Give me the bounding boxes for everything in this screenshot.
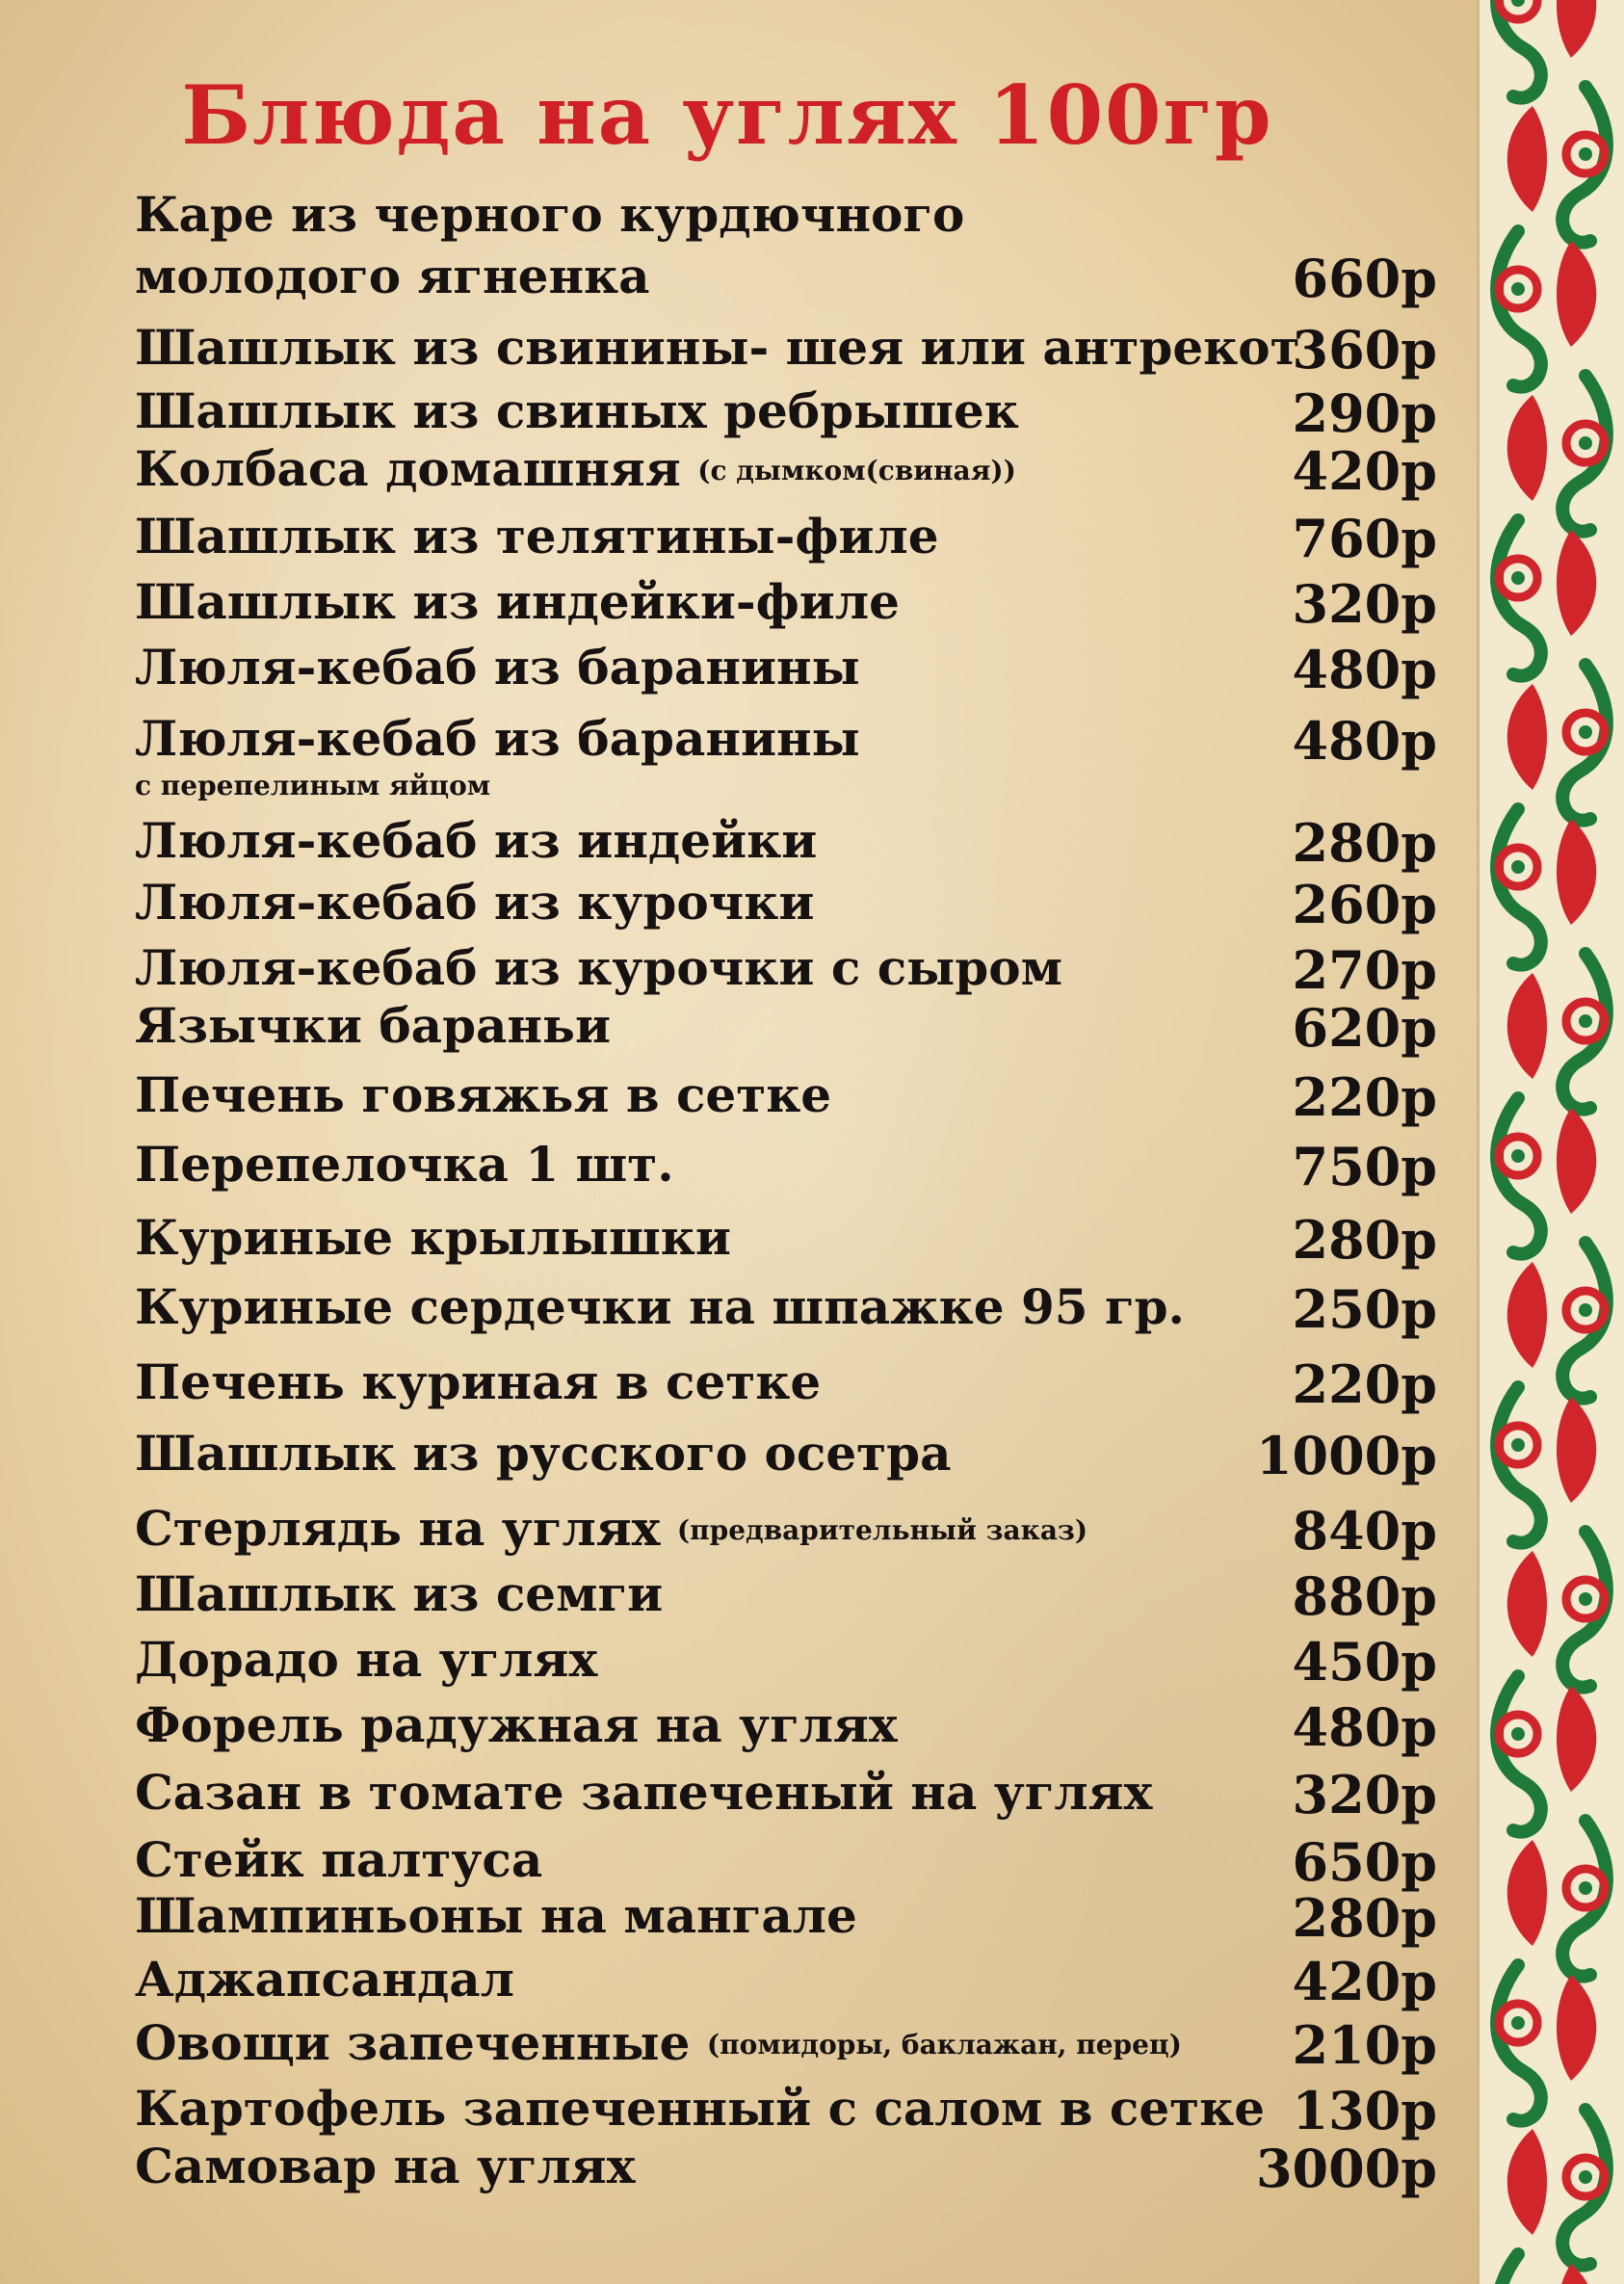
menu-item-price: 450р: [1292, 1631, 1437, 1693]
menu-item-name: [135, 874, 815, 931]
menu-item-name: [135, 2014, 1182, 2071]
menu-item-price: 760р: [1292, 508, 1437, 569]
menu-item-label: Шашлык из русского осетра: [135, 1425, 952, 1482]
menu-item-name: [135, 1500, 1088, 1557]
menu-item-subtitle: с перепелиным яйцом: [135, 770, 491, 801]
menu-item-price: 1000р: [1255, 1425, 1437, 1486]
menu-item-label: Сазан в томате запеченый на углях: [135, 1764, 1153, 1821]
menu-item-label: Колбаса домашняя: [135, 440, 681, 497]
menu-item-name: [135, 2080, 1266, 2137]
menu-item-label: Люля-кебаб из индейки: [135, 812, 818, 869]
menu-item-label: Люля-кебаб из курочки с сыром: [135, 939, 1063, 996]
menu-item-price: 480р: [1292, 1696, 1437, 1758]
menu-item-label: Аджапсандал: [135, 1951, 514, 2008]
menu-item-price: 250р: [1292, 1278, 1437, 1340]
menu-item-label: Дорадо на углях: [135, 1631, 598, 1688]
menu-item-name: [135, 1764, 1153, 1821]
menu-item-label: Язычки бараньи: [135, 997, 612, 1054]
menu-item-name: [135, 639, 860, 696]
ornament-motif: [1497, 1387, 1607, 1688]
ornament-motif: [1497, 520, 1607, 821]
menu-item-price: 660р: [1292, 248, 1437, 309]
menu-item-name: [135, 319, 1300, 376]
ornament-motif: [1497, 809, 1607, 1110]
menu-item-name: [135, 1066, 832, 1123]
menu-item-name: [135, 440, 1016, 497]
menu-item-price: 480р: [1292, 639, 1437, 700]
menu-item-price: 130р: [1292, 2080, 1437, 2141]
menu-item-name: [135, 1887, 857, 1944]
menu-item-label: Печень говяжья в сетке: [135, 1066, 832, 1123]
menu-item-price: 420р: [1292, 1951, 1437, 2012]
menu-item-note: (предварительный заказ): [676, 1514, 1088, 1546]
menu-item-label: Шашлык из индейки-филе: [135, 573, 900, 630]
menu-item-price: 620р: [1292, 997, 1437, 1059]
menu-item-price: 480р: [1292, 710, 1437, 772]
menu-item-name: [135, 1631, 598, 1688]
menu-item-name: [135, 1831, 543, 1888]
menu-item-name: [135, 1565, 664, 1622]
menu-item-label: Перепелочка 1 шт.: [135, 1136, 674, 1193]
menu-item-label: Люля-кебаб из баранины: [135, 639, 860, 696]
menu-item-name: [135, 186, 965, 243]
menu-item-name: [135, 812, 818, 869]
menu-item-price: 280р: [1292, 1887, 1437, 1949]
menu-item-name: [135, 1696, 898, 1753]
menu-item-price: 880р: [1292, 1565, 1437, 1627]
menu-item-name: [135, 1353, 822, 1410]
menu-item-name: [135, 710, 860, 767]
menu-item-price: 210р: [1292, 2014, 1437, 2076]
menu-item-name: [135, 1136, 674, 1193]
ornament-motif: [1497, 1098, 1607, 1399]
menu-item-name: [135, 508, 939, 564]
menu-item-price: 220р: [1292, 1066, 1437, 1128]
menu-item-name: [135, 997, 612, 1054]
ornament-motif: [1497, 231, 1607, 532]
menu-item-label: Стерлядь на углях: [135, 1500, 661, 1557]
menu-item-price: 840р: [1292, 1500, 1437, 1562]
menu-item-label: Картофель запеченный с салом в сетке: [135, 2080, 1266, 2137]
menu-item-price: 420р: [1292, 440, 1437, 502]
menu-item-label: Куриные сердечки на шпажке 95 гр.: [135, 1278, 1185, 1335]
menu-item-name: [135, 1951, 514, 2008]
menu-item-name: [135, 2138, 636, 2194]
menu-item-label: Шашлык из свинины- шея или антрекот: [135, 319, 1300, 376]
menu-item-price: 3000р: [1255, 2138, 1437, 2199]
menu-item-name: [135, 1278, 1185, 1335]
menu-item-price: 750р: [1292, 1136, 1437, 1197]
menu-item-name: [135, 1209, 731, 1266]
menu-item-label: Печень куриная в сетке: [135, 1353, 822, 1410]
ornament-motif: [1497, 1965, 1607, 2266]
menu-item-price: 280р: [1292, 812, 1437, 874]
menu-item-price: 320р: [1292, 573, 1437, 635]
menu-item-note: (помидоры, баклажан, перец): [706, 2029, 1182, 2061]
menu-item-name: [135, 1425, 952, 1482]
menu-item-price: 650р: [1292, 1831, 1437, 1893]
menu-item-price: 360р: [1292, 319, 1437, 381]
menu-item-price: 320р: [1292, 1764, 1437, 1825]
menu-item-label: Люля-кебаб из баранины: [135, 710, 860, 767]
menu-item-label: Шампиньоны на мангале: [135, 1887, 857, 1944]
ornament-motif: [1497, 0, 1607, 243]
folk-ornament-border: [1477, 0, 1624, 2284]
menu-item-price: 290р: [1292, 382, 1437, 444]
menu-item-label: Форель радужная на углях: [135, 1696, 898, 1753]
menu-item-name-line2: молодого ягненка: [135, 248, 650, 304]
menu-item-label: Овощи запеченные: [135, 2014, 691, 2071]
menu-title: Блюда на углях 100гр: [181, 67, 1273, 163]
menu-item-price: 270р: [1292, 939, 1437, 1001]
menu-item-name: [135, 573, 900, 630]
menu-item-price: 280р: [1292, 1209, 1437, 1271]
ornament-motif: [1497, 1676, 1607, 1977]
menu-item-label: Стейк палтуса: [135, 1831, 543, 1888]
menu-item-label: Самовар на углях: [135, 2138, 636, 2194]
menu-item-name: [135, 382, 1019, 439]
menu-item-price: 260р: [1292, 874, 1437, 935]
menu-item-label: Каре из черного курдючного: [135, 186, 965, 243]
menu-item-label: Шашлык из телятины-филе: [135, 508, 939, 564]
menu-item-label: Шашлык из свиных ребрышек: [135, 382, 1019, 439]
menu-item-name: [135, 939, 1063, 996]
menu-item-label: Люля-кебаб из курочки: [135, 874, 815, 931]
menu-item-label: Куриные крылышки: [135, 1209, 731, 1266]
menu-item-label: Шашлык из семги: [135, 1565, 664, 1622]
menu-item-note: (с дымком(свиная)): [697, 455, 1016, 486]
menu-item-price: 220р: [1292, 1353, 1437, 1415]
